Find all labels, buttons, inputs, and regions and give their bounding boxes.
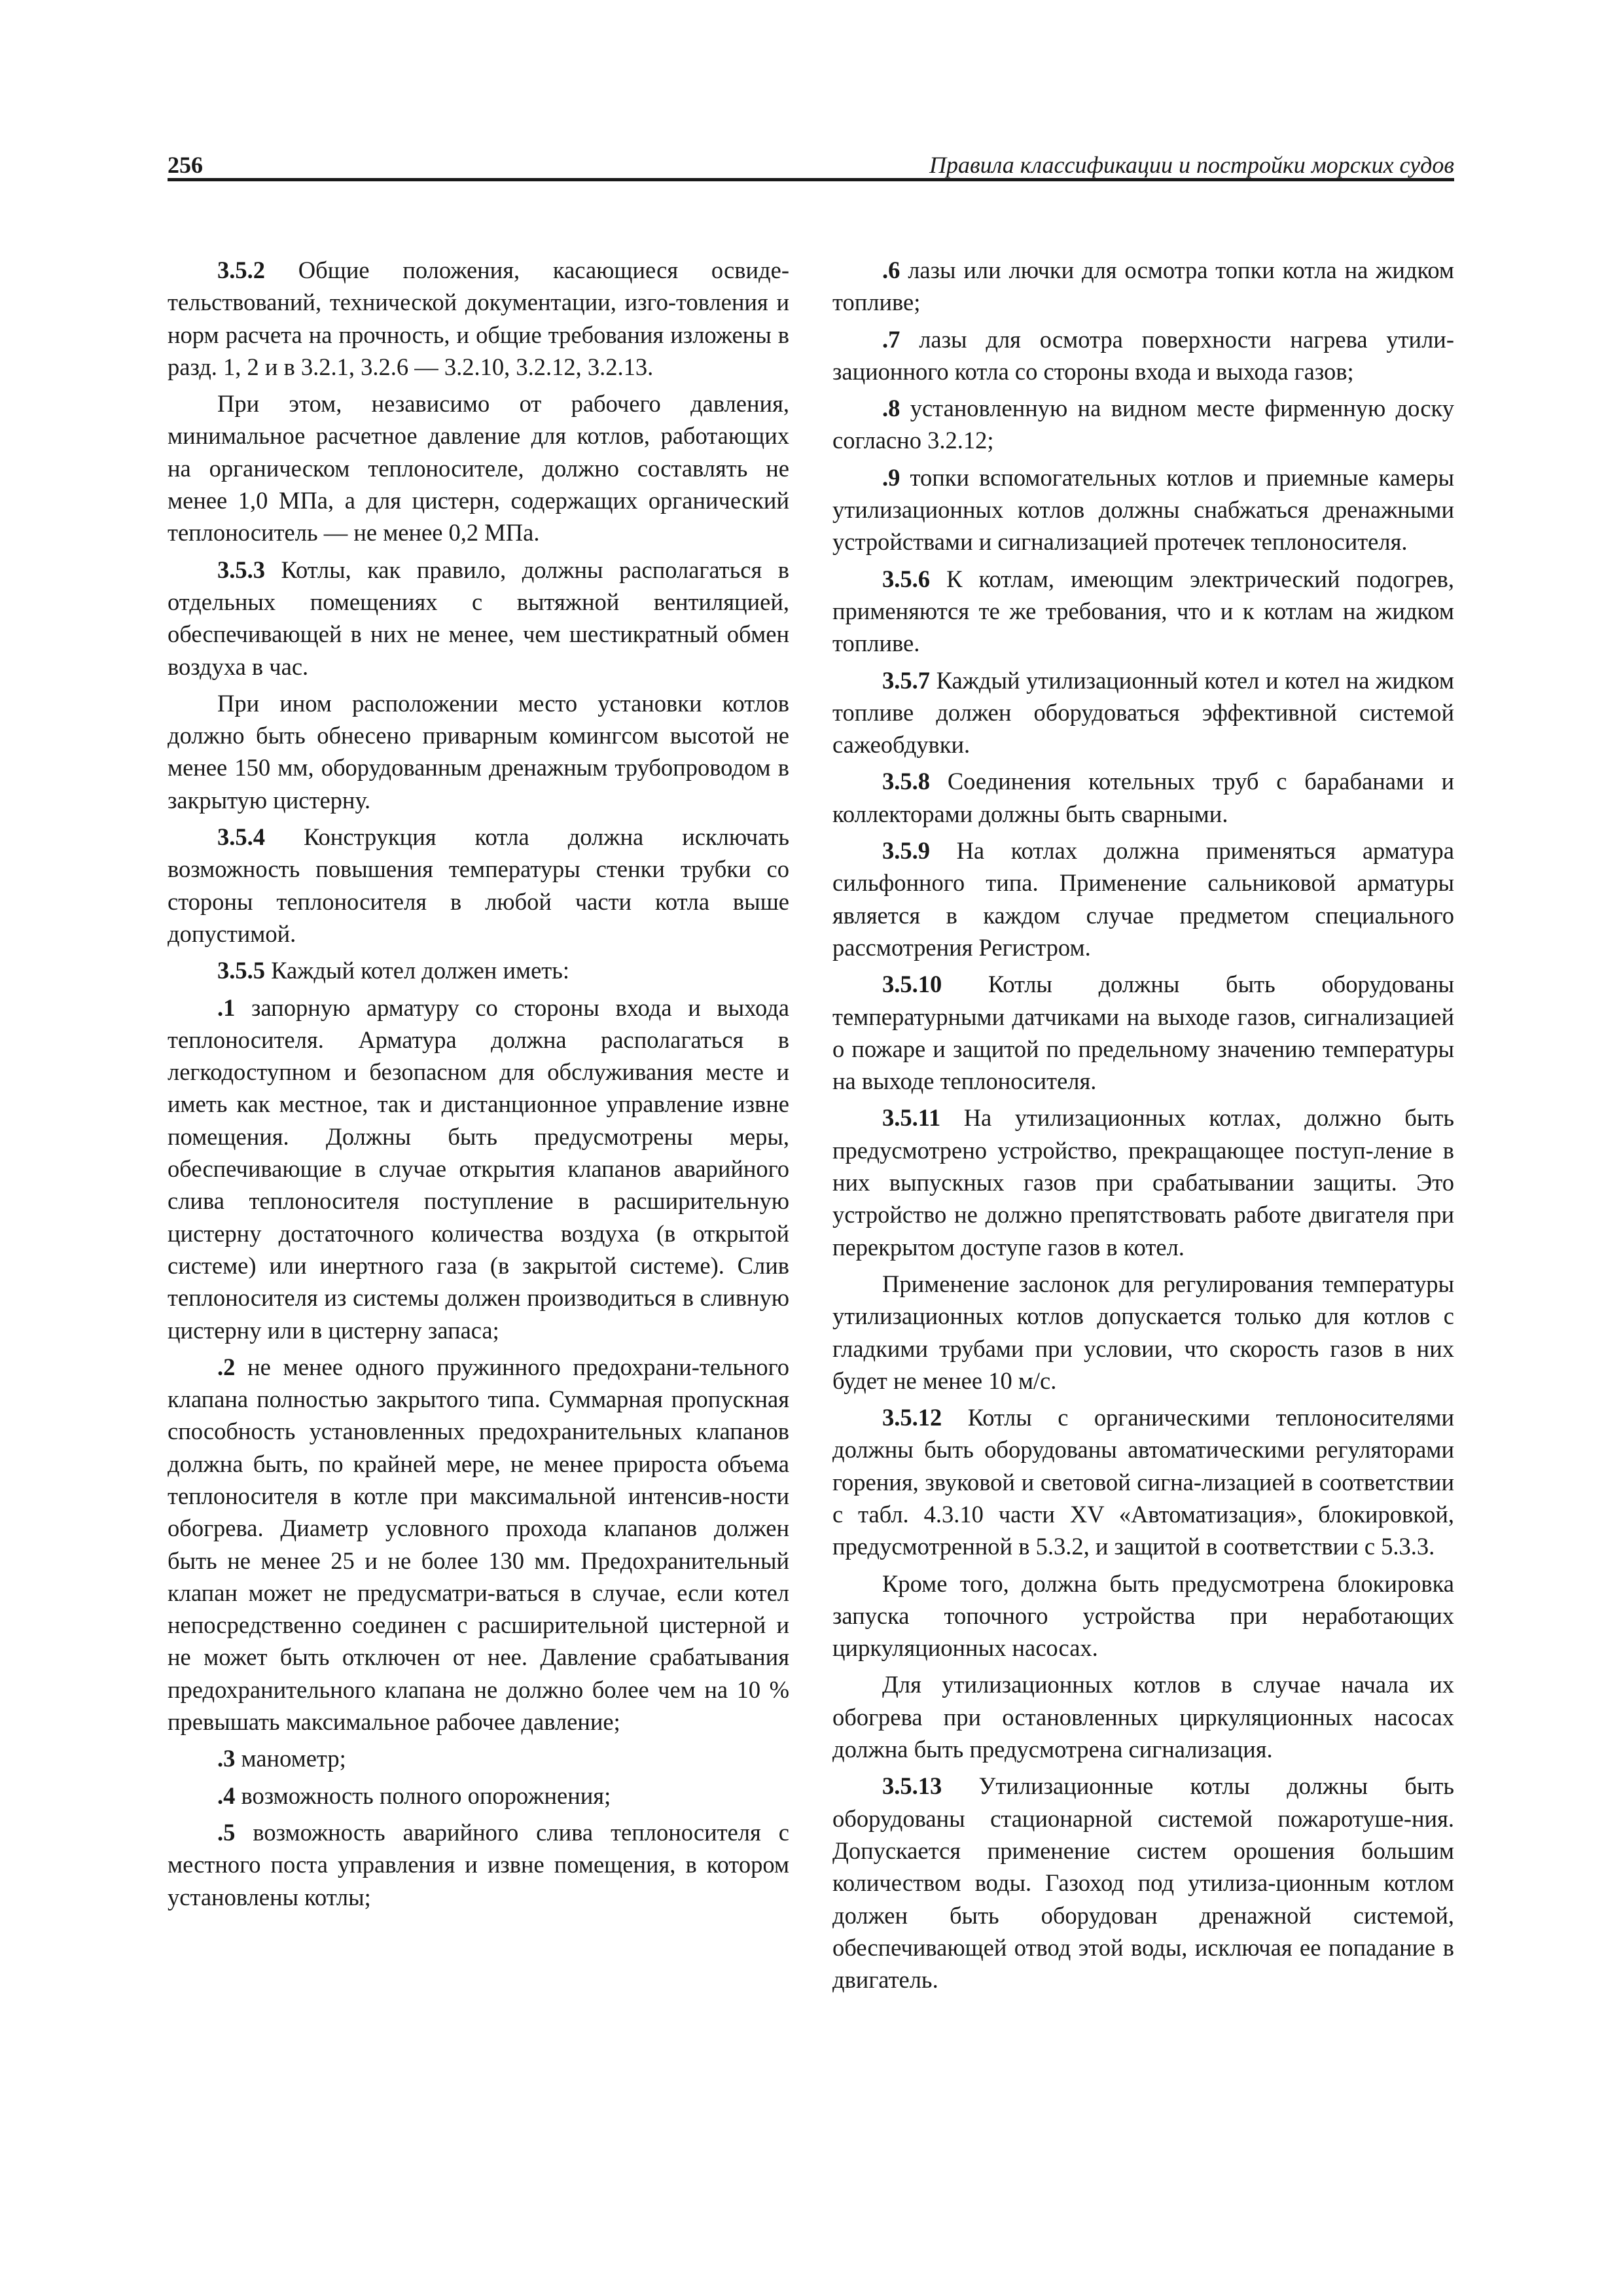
paragraph-text: Котлы должны быть оборудованы температурными датчиками на выходе газов, сигнализацией о пожаре и защитой по предельному значению температуры на выходе теплоносителя.: [832, 971, 1454, 1095]
paragraph-text: Каждый утилизационный котел и котел на жидком топливе должен оборудоваться эффективной системой сажеобдувки.: [832, 666, 1454, 759]
clause-number: .6: [882, 257, 901, 283]
clause-number: .4: [217, 1782, 236, 1809]
clause-number: .9: [882, 463, 901, 491]
right-column: [832, 254, 1454, 2000]
paragraph: [168, 1351, 789, 1738]
paragraph: [168, 1742, 789, 1774]
clause-number: .8: [882, 395, 901, 422]
clause-number: 3.5.7: [882, 666, 930, 694]
paragraph: [168, 992, 789, 1346]
paragraph-text: На котлах должна применяться арматура сильфонного типа. Применение сальниковой арматуры является в каждом случае предметом специального рассмотрения Регистром.: [832, 837, 1454, 961]
paragraph: [832, 1668, 1454, 1765]
paragraph-text: возможность аварийного слива теплоносителя с местного поста управления и извне помещения, в котором установлены котлы;: [168, 1818, 789, 1910]
paragraph-text: лазы или лючки для осмотра топки котла на жидком топливе;: [832, 257, 1454, 316]
paragraph: [168, 254, 789, 383]
clause-number: .5: [217, 1818, 236, 1846]
paragraph: [832, 1102, 1454, 1263]
paragraph: [168, 954, 789, 986]
clause-number: 3.5.13: [882, 1772, 942, 1800]
paragraph-text: топки вспомогательных котлов и приемные камеры утилизационных котлов должны снабжаться дренажными устройствами и сигнализацией протечек теплоносителя.: [832, 463, 1454, 556]
clause-number: 3.5.8: [882, 768, 930, 795]
clause-number: 3.5.10: [882, 971, 942, 998]
paragraph-text: К котлам, имеющим электрический подогрев, применяются те же требования, что и к котлам на жидком топливе.: [832, 565, 1454, 657]
paragraph-text: Кроме того, должна быть предусмотрена блокировка запуска топочного устройства при неработающих циркуляционных насосах.: [832, 1570, 1454, 1662]
paragraph: [168, 821, 789, 950]
paragraph: [168, 387, 789, 548]
clause-number: .1: [217, 994, 236, 1021]
clause-number: 3.5.6: [882, 565, 930, 592]
paragraph-text: При ином расположении место установки котлов должно быть обнесено приварным комингсом высотой не менее 150 мм, оборудованным дренажным трубопроводом в закрытую цистерну.: [168, 689, 789, 814]
paragraph: [832, 1401, 1454, 1562]
paragraph-text: возможность полного опорожнения;: [235, 1782, 611, 1809]
paragraph: [168, 1780, 789, 1812]
paragraph-text: На утилизационных котлах, должно быть предусмотрено устройство, прекращающее поступ-ление в них выпускных газов при срабатывании защиты. Это устройство не должно препятствовать работе двигателя при перекрытом доступе газов в котел.: [832, 1104, 1454, 1261]
paragraph: [832, 765, 1454, 830]
running-title: Правила классификации и постройки морских судов: [929, 152, 1454, 178]
clause-number: 3.5.2: [217, 257, 265, 283]
paragraph-text: Котлы с органическими теплоносителями должны быть оборудованы автоматическими регуляторами горения, звуковой и световой сигна-лизацией в соответствии с табл. 4.3.10 части XV «Автоматизация», блокировкой, предусмотренной в 5.3.2, и защитой в соответствии с 5.3.3.: [832, 1404, 1454, 1560]
paragraph-text: лазы для осмотра поверхности нагрева утили-зационного котла со стороны входа и выхода газов;: [832, 325, 1454, 385]
paragraph-text: При этом, независимо от рабочего давления, минимальное расчетное давление для котлов, работающих на органическом теплоносителе, должно составлять не менее 1,0 МПа, а для цистерн, содержащих органический теплоноситель — не менее 0,2 МПа.: [168, 390, 789, 547]
paragraph: [832, 461, 1454, 558]
clause-number: .2: [217, 1353, 236, 1380]
paragraph: [832, 1770, 1454, 1996]
clause-number: 3.5.9: [882, 837, 930, 865]
paragraph: [832, 392, 1454, 457]
paragraph-text: Общие положения, касающиеся освиде-тельствований, технической документации, изго-товления и норм расчета на прочность, и общие требования изложены в разд. 1, 2 и в 3.2.1, 3.2.6 — 3.2.10, 3.2.12, 3.2.13.: [168, 257, 789, 380]
paragraph-text: не менее одного пружинного предохрани-тельного клапана полностью закрытого типа. Суммарная пропускная способность установленных предохранительных клапанов должна быть, по крайней мере, не менее прироста объема теплоносителя в котле при максимальной интенсив-ности обогрева. Диаметр условного прохода клапанов должен быть не менее 25 и не более 130 мм. Предохранительный клапан может не предусматри-ваться в случае, если котел непосредственно соединен с расширительной цистерной и не может быть отключен от нее. Давление срабатывания предохранительного клапана не должно более чем на 10 % превышать максимальное рабочее давление;: [168, 1353, 789, 1736]
paragraph-text: Для утилизационных котлов в случае начала их обогрева при остановленных циркуляционных насосах должна быть предусмотрена сигнализация.: [832, 1671, 1454, 1763]
paragraph: [832, 968, 1454, 1097]
paragraph: [832, 1568, 1454, 1664]
paragraph: [832, 323, 1454, 388]
paragraph-text: манометр;: [235, 1745, 346, 1772]
clause-number: 3.5.12: [882, 1404, 942, 1431]
paragraph-text: Конструкция котла должна исключать возможность повышения температуры стенки трубки со стороны теплоносителя в любой части котла выше допустимой.: [168, 823, 789, 947]
header-rule: [168, 178, 1454, 181]
paragraph: [168, 554, 789, 683]
paragraph-text: Каждый котел должен иметь:: [265, 957, 570, 984]
clause-number: 3.5.11: [882, 1104, 941, 1132]
paragraph: [832, 664, 1454, 761]
paragraph-text: Применение заслонок для регулирования температуры утилизационных котлов допускается только для котлов с гладкими трубами при условии, что скорость газов в них будет не менее 10 м/с.: [832, 1270, 1454, 1394]
page-header: [168, 148, 1454, 179]
paragraph-text: Котлы, как правило, должны располагаться в отдельных помещениях с вытяжной вентиляцией, обеспечивающей в них не менее, чем шестикратный обмен воздуха в час.: [168, 556, 789, 680]
paragraph: [832, 834, 1454, 963]
paragraph-text: Утилизационные котлы должны быть оборудованы стационарной системой пожаротуше-ния. Допускается применение систем орошения большим количеством воды. Газоход под утилиза-ционным котлом должен быть оборудован дренажной системой, обеспечивающей отвод этой воды, исключая ее попадание в двигатель.: [832, 1772, 1454, 1994]
clause-number: .7: [882, 325, 901, 353]
clause-number: .3: [217, 1745, 236, 1772]
paragraph: [832, 1268, 1454, 1397]
paragraph-text: Соединения котельных труб с барабанами и коллекторами должны быть сварными.: [832, 768, 1454, 827]
paragraph: [832, 563, 1454, 660]
paragraph: [168, 687, 789, 816]
paragraph: [168, 1816, 789, 1913]
left-column: [168, 254, 789, 1918]
clause-number: 3.5.5: [217, 957, 265, 984]
clause-number: 3.5.3: [217, 556, 265, 583]
paragraph-text: запорную арматуру со стороны входа и выхода теплоносителя. Арматура должна располагаться в легкодоступном и безопасном для обслуживания месте и иметь как местное, так и дистанционное управление извне помещения. Должны быть предусмотрены меры, обеспечивающие в случае открытия клапанов аварийного слива теплоносителя поступление в расширительную цистерну достаточного количества воздуха (в открытой системе) или инертного газа (в закрытой системе). Слив теплоносителя из системы должен производиться в сливную цистерну или в цистерну запаса;: [168, 994, 789, 1344]
paragraph: [832, 254, 1454, 319]
page-number: 256: [168, 152, 203, 178]
clause-number: 3.5.4: [217, 823, 265, 851]
paragraph-text: установленную на видном месте фирменную доску согласно 3.2.12;: [832, 395, 1454, 454]
